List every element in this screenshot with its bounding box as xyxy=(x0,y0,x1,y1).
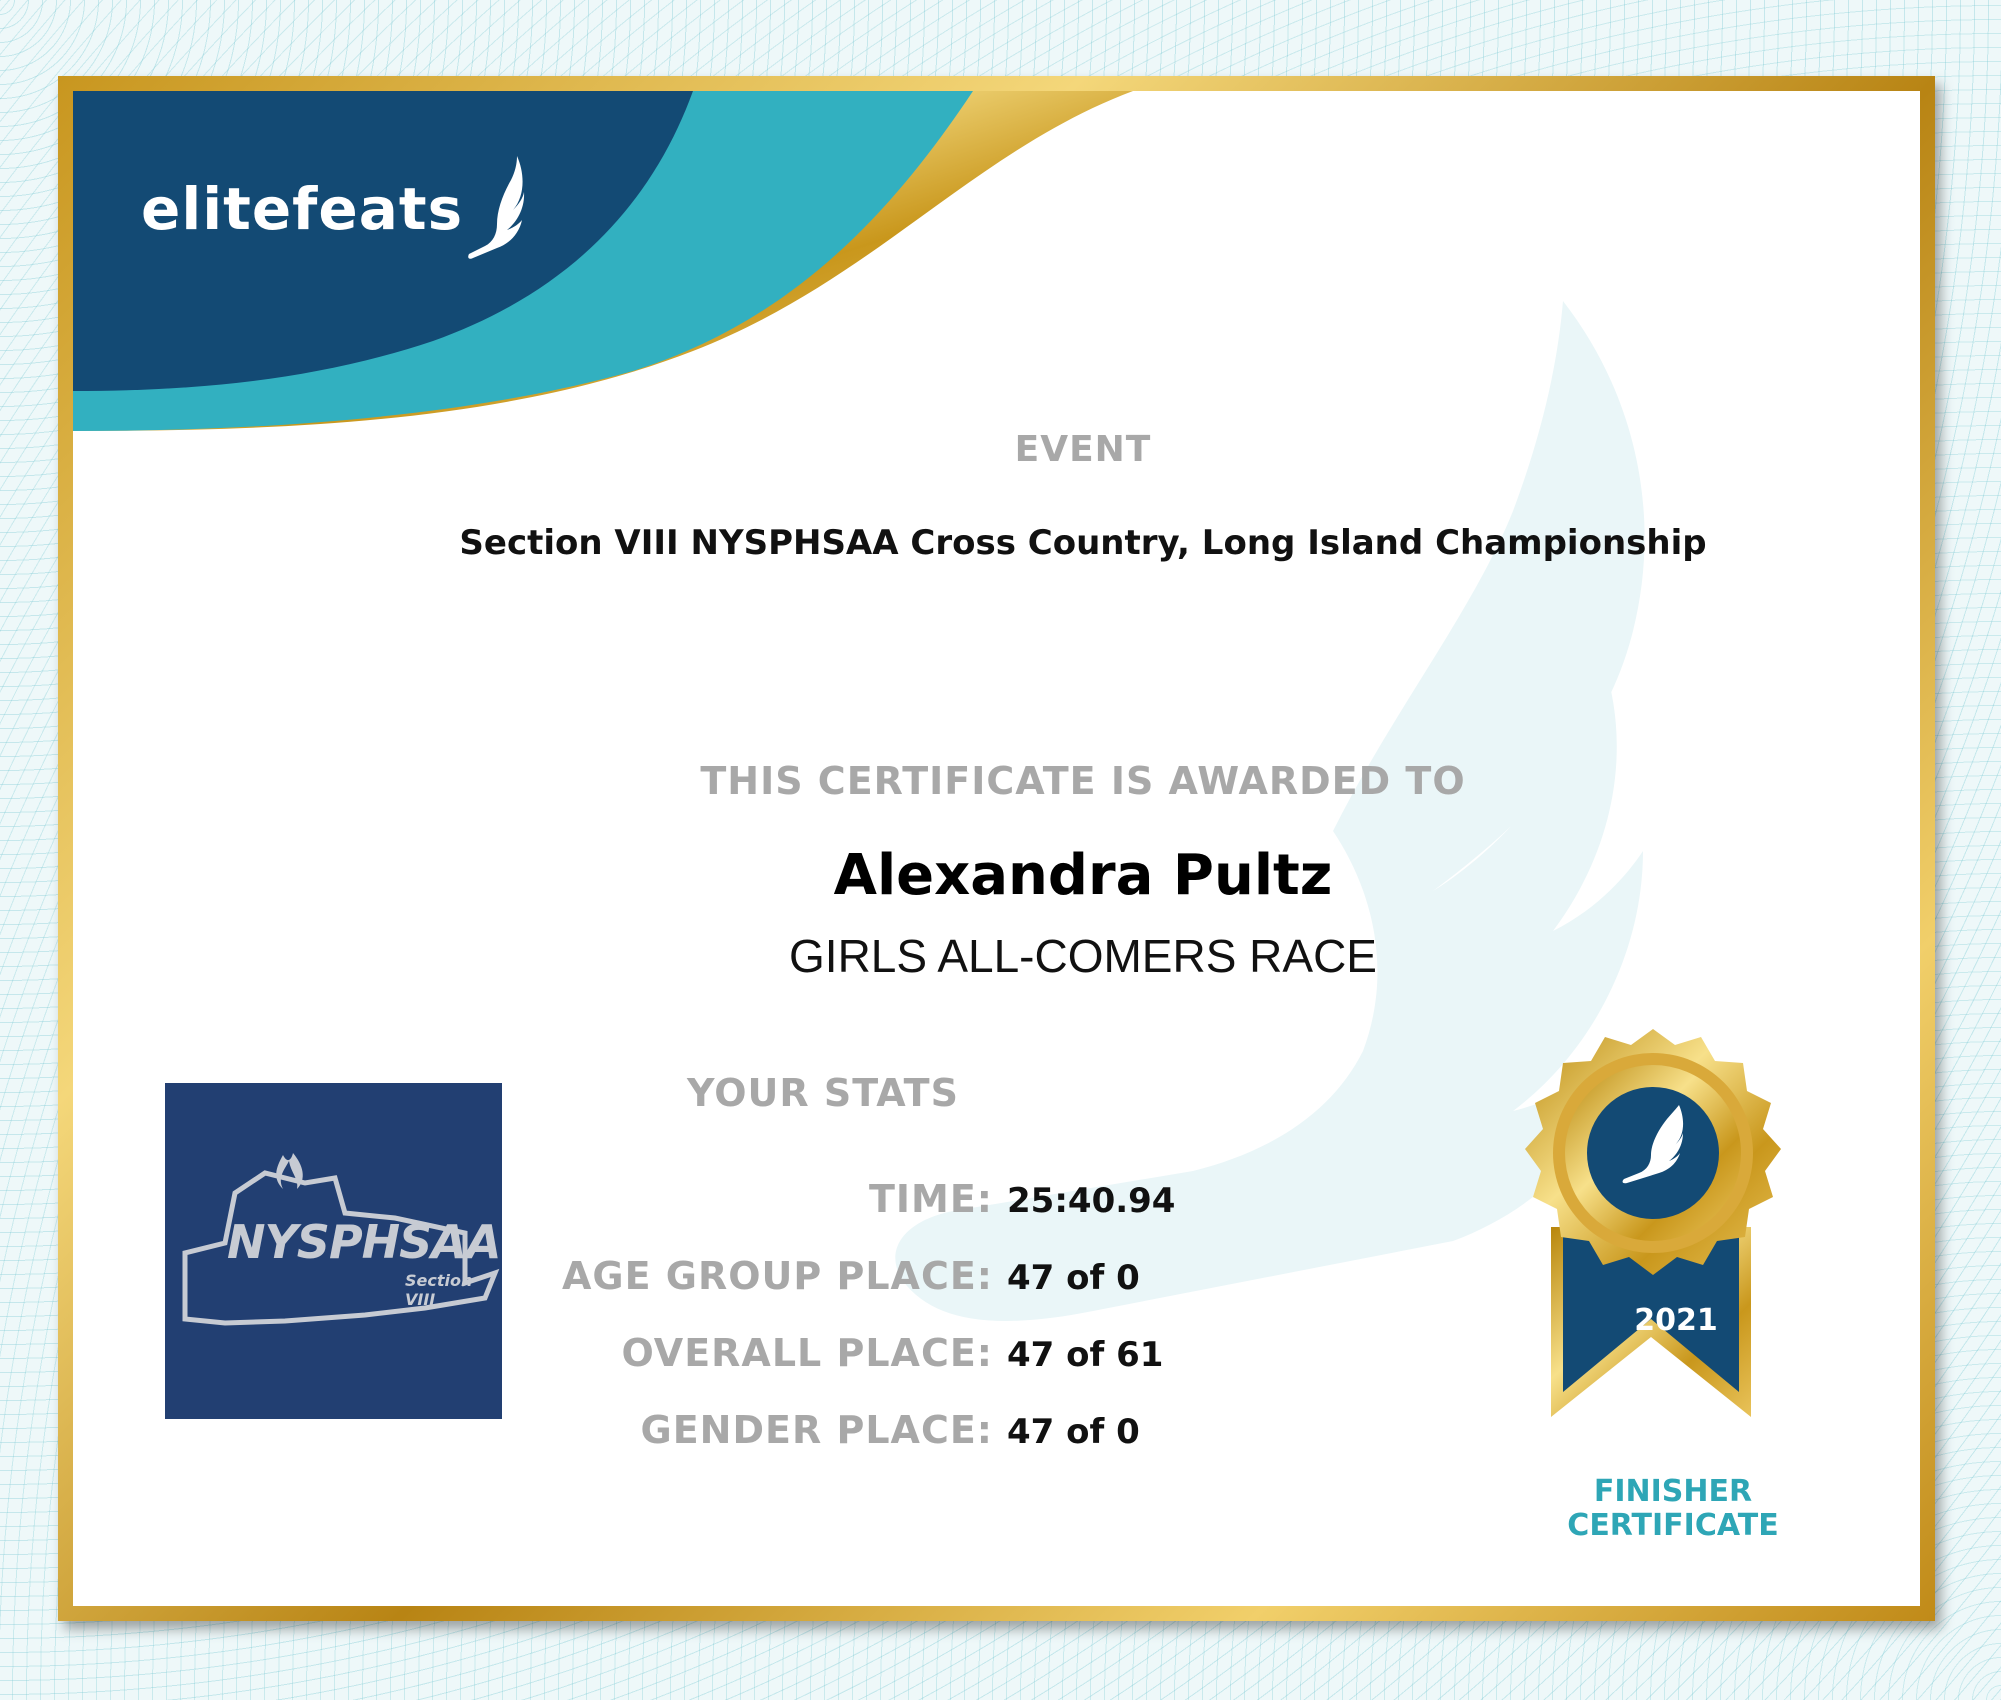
event-label: EVENT xyxy=(1014,429,1152,470)
stat-key: TIME: xyxy=(868,1177,993,1221)
finisher-certificate-caption xyxy=(1523,1475,1823,1543)
badge-year: 2021 xyxy=(1634,1303,1718,1338)
finisher-badge-icon xyxy=(1503,1027,1803,1467)
stat-value: 47 of 61 xyxy=(1007,1335,1164,1375)
partner-logo-sub: Section VIII xyxy=(405,1271,473,1309)
brand-name: elitefeats xyxy=(141,175,464,243)
stat-row-age-group-place xyxy=(473,1254,1373,1306)
certificate-sheet xyxy=(73,91,1920,1606)
awarded-to-label: THIS CERTIFICATE IS AWARDED TO xyxy=(700,759,1466,803)
elitefeats-logo[interactable] xyxy=(141,139,527,279)
stat-row-time xyxy=(473,1177,1373,1229)
badge-caption-line1: FINISHER xyxy=(1593,1474,1753,1509)
stat-row-gender-place xyxy=(473,1408,1373,1460)
athlete-name: Alexandra Pultz xyxy=(833,843,1333,908)
badge-caption-line2: CERTIFICATE xyxy=(1567,1508,1779,1543)
your-stats-label: YOUR STATS xyxy=(687,1071,959,1115)
stat-row-overall-place xyxy=(473,1331,1373,1383)
stat-value: 25:40.94 xyxy=(1007,1181,1176,1221)
partner-logo-name: NYSPHSAA xyxy=(227,1215,501,1269)
stat-key: AGE GROUP PLACE: xyxy=(562,1254,993,1298)
stat-key: OVERALL PLACE: xyxy=(621,1331,993,1375)
nysphsaa-logo xyxy=(165,1083,502,1419)
event-name: Section VIII NYSPHSAA Cross Country, Long Island Championship xyxy=(459,523,1707,563)
stat-value: 47 of 0 xyxy=(1007,1258,1140,1298)
stat-key: GENDER PLACE: xyxy=(640,1408,993,1452)
winged-shoe-icon xyxy=(467,154,527,264)
stat-value: 47 of 0 xyxy=(1007,1412,1140,1452)
race-name: GIRLS ALL-COMERS RACE xyxy=(789,930,1377,982)
